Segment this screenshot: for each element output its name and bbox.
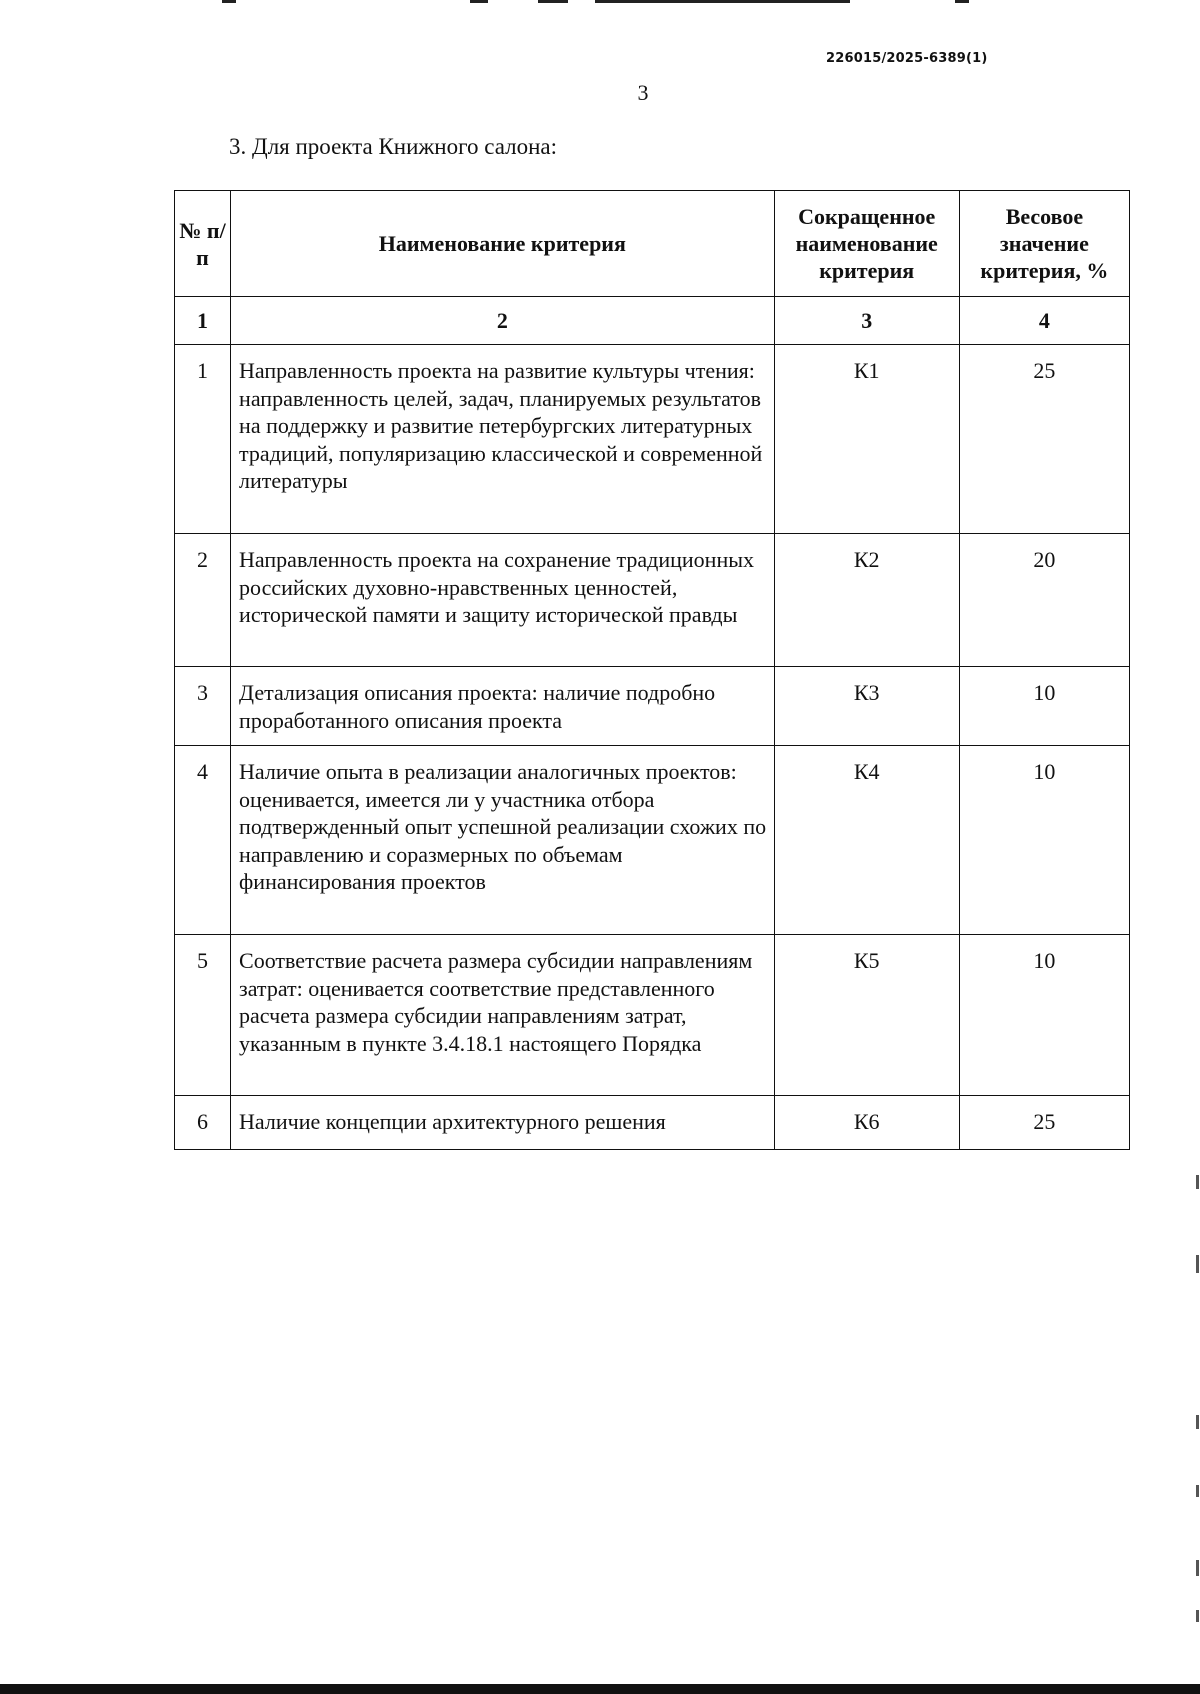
criterion-name: Детализация описания проекта: наличие подробно проработанного описания проекта (231, 667, 775, 746)
criterion-name: Соответствие расчета размера субсидии направлениям затрат: оценивается соответствие представленного расчета размера субсидии направлениям затрат, указанным в пункте 3.4.18.1 настоящего Порядка (231, 935, 775, 1096)
header-short-name: Сокращенное наименование критерия (774, 191, 959, 297)
criterion-name: Направленность проекта на сохранение традиционных российских духовно-нравственных ценностей, исторической памяти и защиту исторической правды (231, 534, 775, 667)
criterion-weight: 10 (959, 935, 1129, 1096)
table-row (175, 534, 1130, 667)
table-row (175, 1096, 1130, 1150)
criterion-code: К2 (774, 534, 959, 667)
criterion-weight: 10 (959, 667, 1129, 746)
column-index-row (175, 297, 1130, 345)
row-number: 2 (175, 534, 231, 667)
criteria-table (174, 190, 1130, 1150)
header-weight: Весовое значение критерия, % (959, 191, 1129, 297)
criterion-weight: 10 (959, 746, 1129, 935)
table-row (175, 345, 1130, 534)
page-number: 3 (637, 80, 649, 105)
scan-right-artifacts (1196, 0, 1200, 1684)
document-id: 226015/2025-6389(1) (826, 51, 988, 66)
criterion-name: Наличие концепции архитектурного решения (231, 1096, 775, 1150)
table-row (175, 935, 1130, 1096)
criterion-weight: 25 (959, 1096, 1129, 1150)
criterion-weight: 20 (959, 534, 1129, 667)
scan-bottom-edge (0, 1684, 1200, 1694)
criterion-name: Наличие опыта в реализации аналогичных проектов: оценивается, имеется ли у участника отбора подтвержденный опыт успешной реализации схожих по направлению и соразмерных по объемам финансирования проектов (231, 746, 775, 935)
criterion-code: К3 (774, 667, 959, 746)
row-number: 4 (175, 746, 231, 935)
header-row (175, 191, 1130, 297)
table-row (175, 746, 1130, 935)
column-index: 3 (774, 297, 959, 345)
row-number: 3 (175, 667, 231, 746)
row-number: 1 (175, 345, 231, 534)
column-index: 2 (231, 297, 775, 345)
section-heading: 3. Для проекта Книжного салона: (229, 134, 558, 159)
column-index: 1 (175, 297, 231, 345)
criterion-weight: 25 (959, 345, 1129, 534)
criterion-code: К4 (774, 746, 959, 935)
table-row (175, 667, 1130, 746)
row-number: 5 (175, 935, 231, 1096)
header-number: № п/п (175, 191, 231, 297)
criterion-name: Направленность проекта на развитие культуры чтения: направленность целей, задач, планируемых результатов на поддержку и развитие петербургских литературных традиций, популяризацию классической и современной литературы (231, 345, 775, 534)
row-number: 6 (175, 1096, 231, 1150)
header-criterion-name: Наименование критерия (231, 191, 775, 297)
scan-top-artifacts (0, 0, 1200, 6)
criterion-code: К6 (774, 1096, 959, 1150)
column-index: 4 (959, 297, 1129, 345)
criterion-code: К1 (774, 345, 959, 534)
criterion-code: К5 (774, 935, 959, 1096)
